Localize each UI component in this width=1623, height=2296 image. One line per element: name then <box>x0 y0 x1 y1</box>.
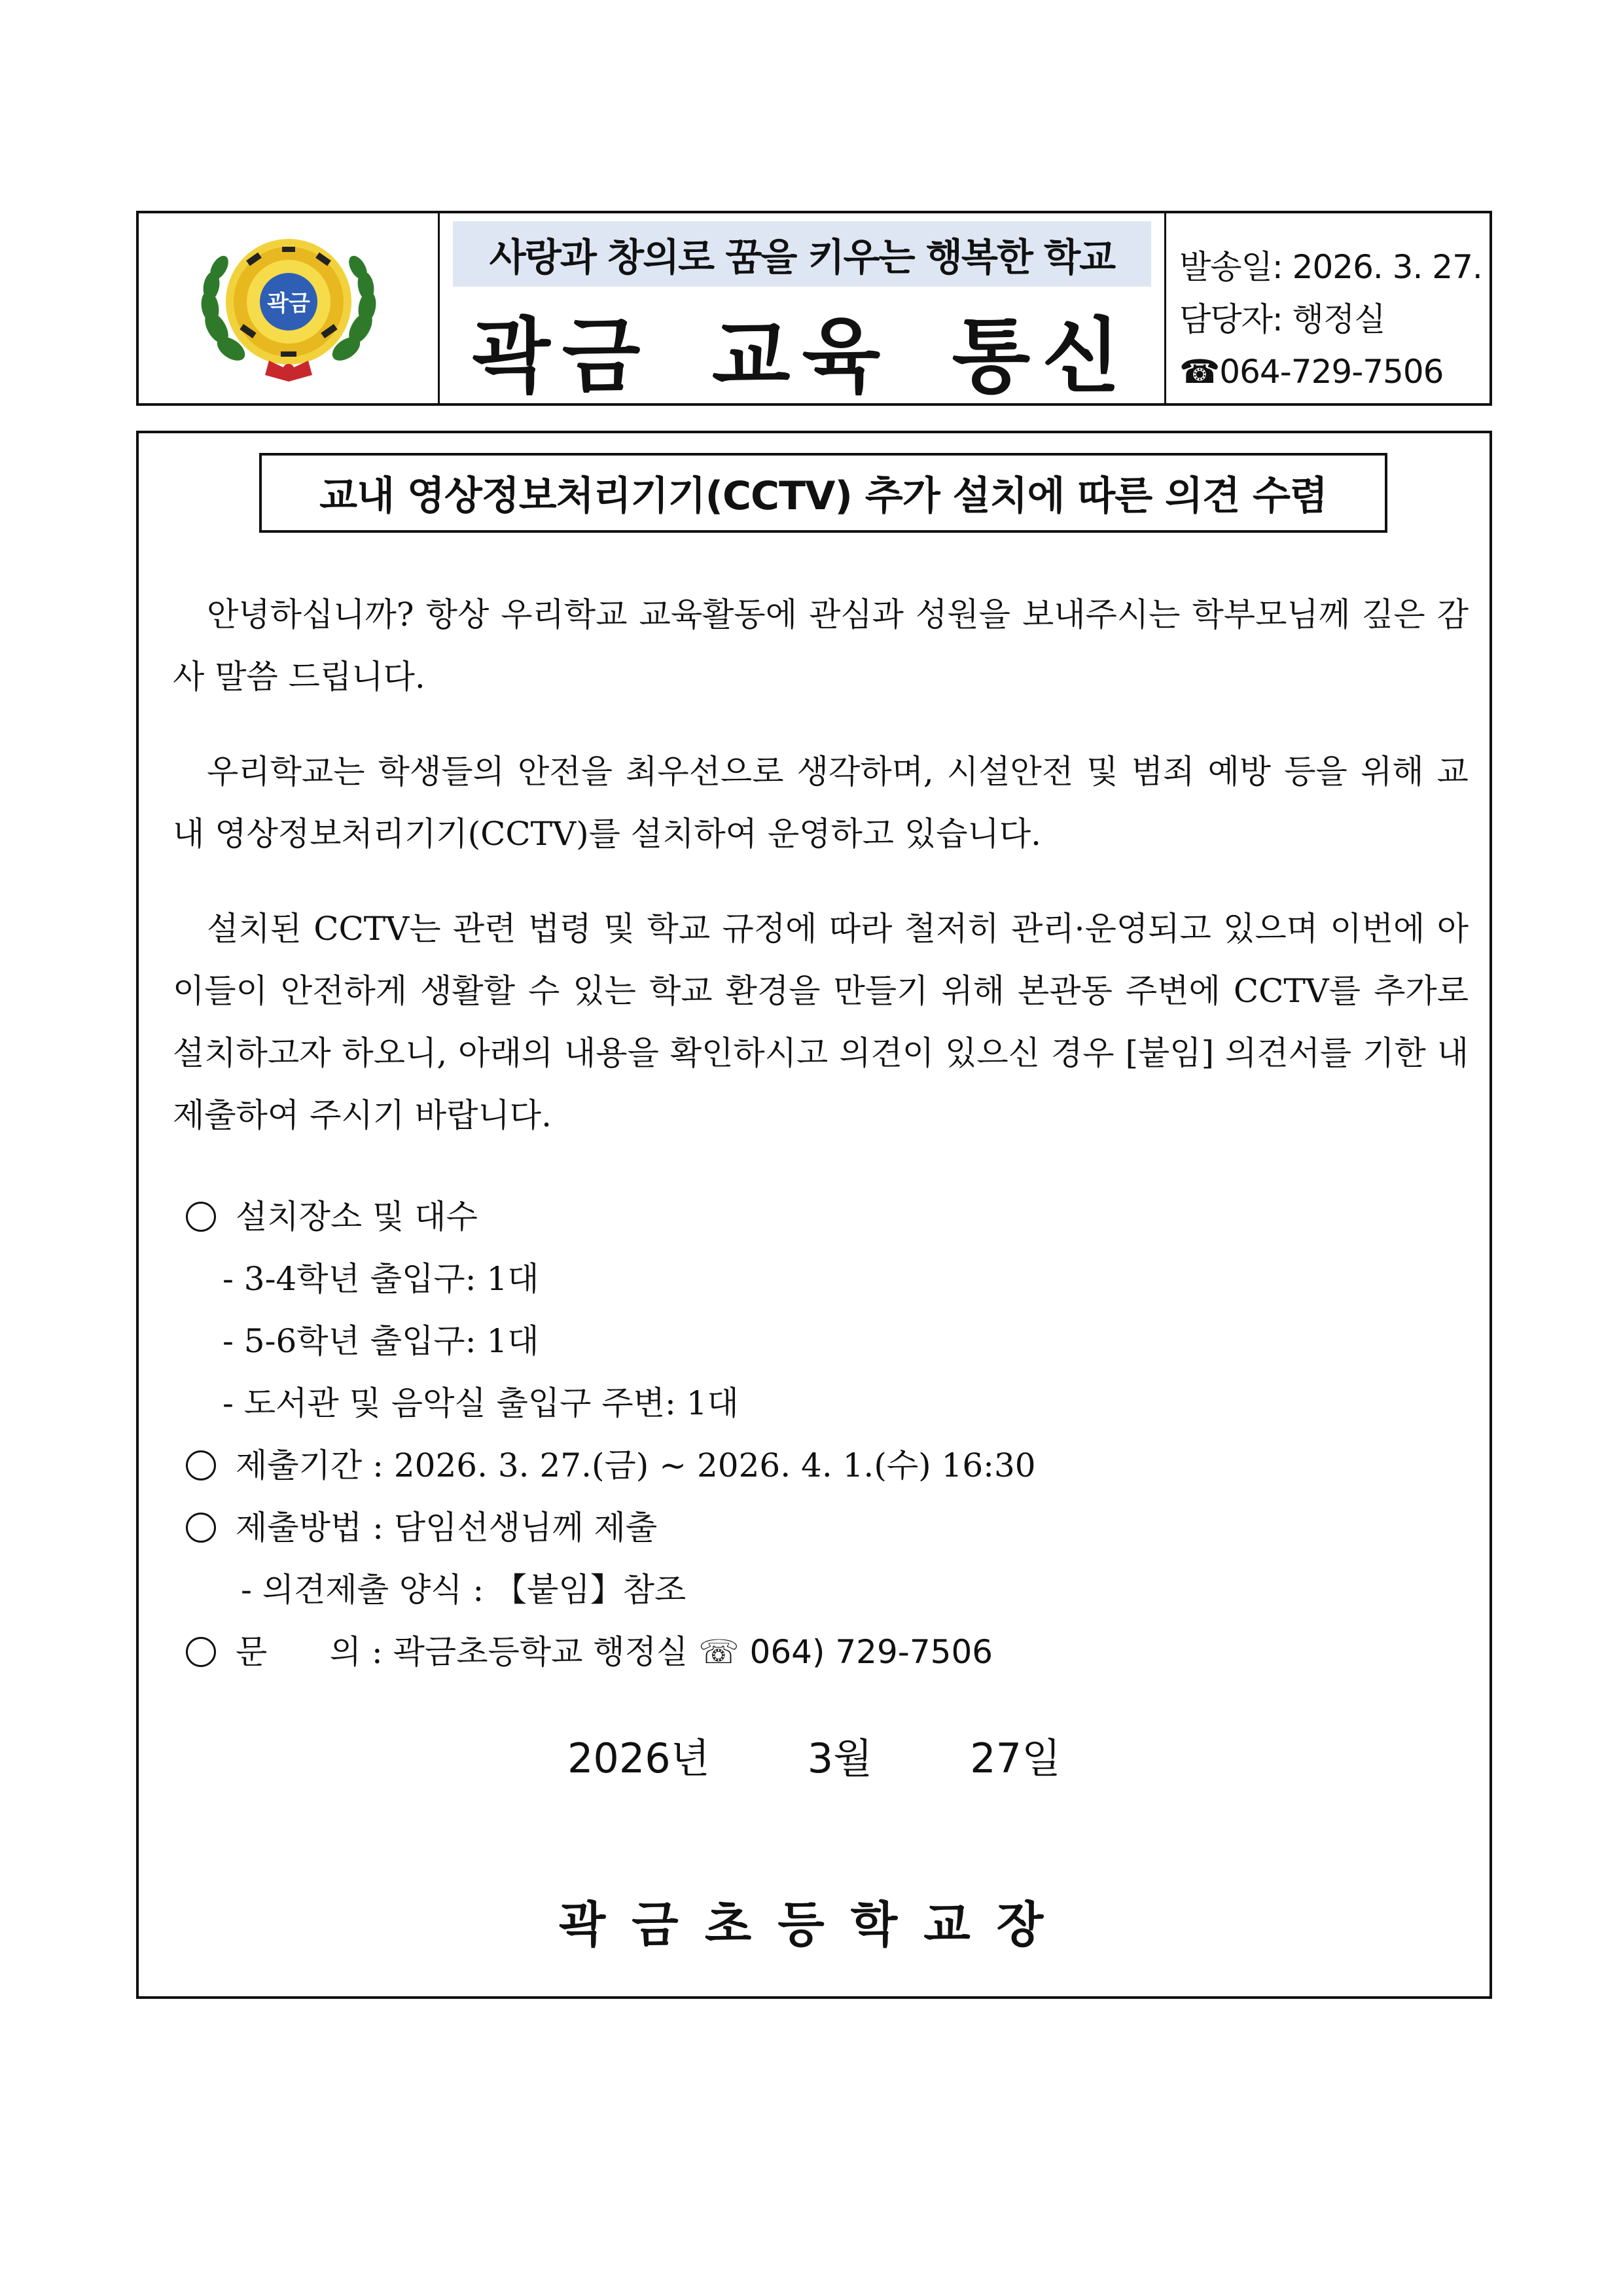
school-emblem-icon <box>190 230 387 387</box>
title-cell <box>440 213 1166 403</box>
principal-signature: 곽금초등학교장 <box>558 1897 1070 1953</box>
issue-date: 2026년 3월 27일 <box>567 1734 1061 1782</box>
newsletter-title: 곽금 교육 통신 <box>471 309 1133 404</box>
list-item <box>173 1559 1449 1621</box>
list-item <box>173 1497 1449 1559</box>
inquiry-label: 문 의 : 곽금초등학교 행정실 <box>236 1633 688 1671</box>
circle-bullet-icon <box>186 1513 216 1543</box>
circle-bullet-icon <box>186 1202 216 1232</box>
list-item <box>173 1186 1449 1248</box>
list-item <box>173 1435 1449 1497</box>
manager: 담당자: 행정실 <box>1179 300 1385 338</box>
school-emblem-cell <box>139 213 440 403</box>
notice-body <box>136 431 1492 1999</box>
location-item: - 3-4학년 출입구: 1대 <box>223 1260 539 1298</box>
emblem-label: 곽금 <box>266 291 310 317</box>
location-heading: 설치장소 및 대수 <box>236 1198 478 1236</box>
submission-form: - 의견제출 양식 : 【붙임】참조 <box>241 1571 687 1609</box>
paragraph-request <box>173 898 1469 1147</box>
contact-phone: ☎064-729-7506 <box>1179 353 1444 391</box>
paragraph-text: 설치된 CCTV는 관련 법령 및 학교 규정에 따라 철저히 관리·운영되고 있으며 이번에 아이들이 안전하게 생활할 수 있는 학교 환경을 만들기 위해 본관동 주변에 CCTV를 추가로 설치하고자 하오니, 아래의 내용을 확인하시고 의견이 있으신 경우 [붙임] 의견서를 기한 내 제출하여 주시기 바랍니다. <box>173 910 1469 1134</box>
paragraph-text: 안녕하십니까? 항상 우리학교 교육활동에 관심과 성원을 보내주시는 학부모님께 깊은 감사 말씀 드립니다. <box>173 596 1469 696</box>
circle-bullet-icon <box>186 1637 216 1667</box>
inquiry-phone: ☏ 064) 729-7506 <box>698 1633 993 1671</box>
paragraph-purpose <box>173 741 1469 865</box>
list-item <box>173 1248 1449 1310</box>
list-item <box>173 1310 1449 1372</box>
location-item: - 5-6학년 출입구: 1대 <box>223 1322 539 1360</box>
details-list <box>173 1186 1449 1683</box>
notice-title: 교내 영상정보처리기기(CCTV) 추가 설치에 따른 의견 수렴 <box>259 453 1387 533</box>
paragraph-text: 우리학교는 학생들의 안전을 최우선으로 생각하며, 시설안전 및 범죄 예방 등을 위해 교내 영상정보처리기기(CCTV)를 설치하여 운영하고 있습니다. <box>173 753 1469 853</box>
info-cell <box>1166 213 1489 403</box>
list-item <box>173 1621 1449 1683</box>
submission-method: 제출방법 : 담임선생님께 제출 <box>236 1509 658 1547</box>
location-item: - 도서관 및 음악실 출입구 주변: 1대 <box>223 1384 739 1422</box>
send-date: 발송일: 2026. 3. 27. <box>1179 248 1482 286</box>
paragraph-greeting <box>173 584 1469 708</box>
submission-period: 제출기간 : 2026. 3. 27.(금) ~ 2026. 4. 1.(수) 16:30 <box>236 1446 1036 1484</box>
list-item <box>173 1372 1449 1435</box>
school-slogan: 사랑과 창의로 꿈을 키우는 행복한 학교 <box>453 221 1151 287</box>
circle-bullet-icon <box>186 1450 216 1480</box>
newsletter-header <box>136 211 1492 406</box>
